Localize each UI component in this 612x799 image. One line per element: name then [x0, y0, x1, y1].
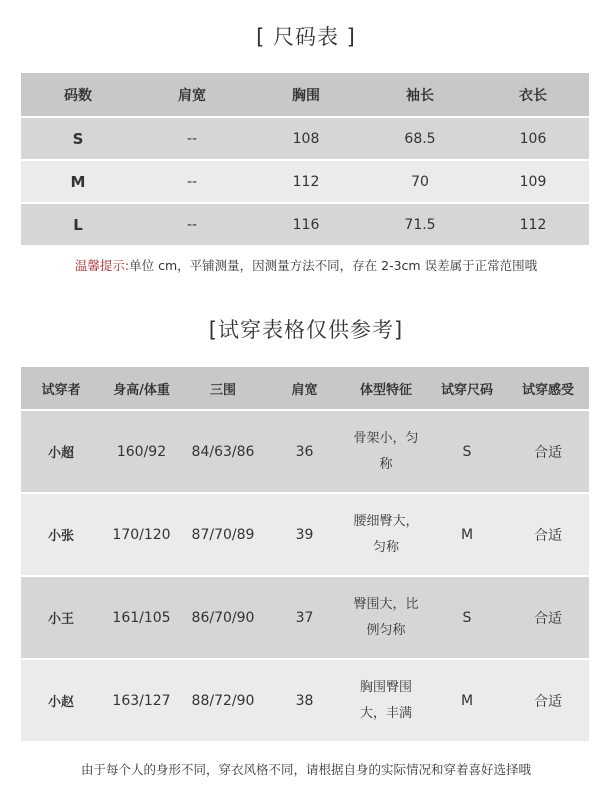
tester-name: 小赵: [47, 695, 74, 710]
tester-name: 小张: [47, 529, 74, 544]
shoulder-width: 39: [295, 526, 314, 543]
body-type: 胸围臀围大，丰满: [359, 679, 412, 721]
fit-feeling: 合适: [534, 693, 562, 710]
table-row: [21, 118, 589, 161]
tried-size: S: [462, 609, 472, 626]
header-fit-feeling: 试穿感受: [521, 382, 574, 398]
body-type: 腰细臀大，匀称: [353, 513, 419, 555]
tried-size: M: [460, 692, 474, 709]
body-type: 臀围大，比例匀称: [353, 596, 419, 638]
tester-name: 小超: [47, 446, 74, 461]
shoulder-value: --: [186, 130, 198, 147]
header-size-code: 码数: [64, 87, 92, 104]
measurements: 84/63/86: [191, 443, 255, 460]
size-chart-title: [ 尺码表 ]: [256, 25, 356, 49]
size-label: M: [70, 172, 86, 191]
tester-name: 小王: [47, 612, 74, 627]
size-table-header: [21, 73, 589, 118]
shoulder-value: --: [186, 216, 198, 233]
measurements: 87/70/89: [191, 526, 255, 543]
fit-feeling: 合适: [534, 610, 562, 627]
sleeve-value: 68.5: [404, 130, 436, 147]
length-value: 106: [519, 130, 547, 147]
size-label: S: [72, 129, 84, 148]
try-on-title: [试穿表格仅供参考]: [208, 318, 404, 342]
header-height-weight: 身高/体重: [113, 382, 170, 398]
size-label: L: [73, 215, 83, 234]
note-prefix: 温馨提示:: [74, 258, 130, 273]
fit-feeling: 合适: [534, 444, 562, 461]
table-row: [21, 577, 589, 660]
table-row: [21, 660, 589, 743]
header-shoulder: 肩宽: [178, 87, 206, 104]
shoulder-width: 38: [295, 692, 314, 709]
header-body-type: 体型特征: [359, 382, 412, 398]
height-weight: 170/120: [112, 526, 171, 543]
table-row: [21, 204, 589, 247]
shoulder-width: 37: [295, 609, 314, 626]
header-sleeve: 袖长: [406, 87, 434, 104]
length-value: 112: [519, 216, 547, 233]
measurement-note: [0, 256, 612, 274]
try-on-table: [21, 367, 589, 743]
table-row: [21, 161, 589, 204]
chest-value: 116: [292, 216, 320, 233]
chest-value: 112: [292, 173, 320, 190]
try-on-table-header: [21, 367, 589, 411]
measurements: 88/72/90: [191, 692, 255, 709]
measurements: 86/70/90: [191, 609, 255, 626]
height-weight: 161/105: [112, 609, 171, 626]
header-tried-size: 试穿尺码: [440, 382, 493, 398]
fit-feeling: 合适: [534, 527, 562, 544]
tried-size: M: [460, 526, 474, 543]
sleeve-value: 71.5: [404, 216, 436, 233]
tried-size: S: [462, 443, 472, 460]
sleeve-value: 70: [411, 173, 429, 190]
header-chest: 胸围: [292, 87, 320, 104]
footer-note: 由于每个人的身形不同，穿衣风格不同，请根据自身的实际情况和穿着喜好选择哦: [80, 762, 531, 777]
header-length: 衣长: [519, 87, 547, 104]
header-tester: 试穿者: [41, 382, 81, 398]
table-row: [21, 411, 589, 494]
shoulder-value: --: [186, 173, 198, 190]
header-shoulder: 肩宽: [291, 382, 318, 398]
size-table: [21, 73, 589, 247]
note-text: 单位 cm，平铺测量，因测量方法不同，存在 2-3cm 误差属于正常范围哦: [129, 258, 538, 273]
length-value: 109: [519, 173, 547, 190]
chest-value: 108: [292, 130, 320, 147]
body-type: 骨架小，匀称: [353, 430, 419, 472]
height-weight: 160/92: [116, 443, 167, 460]
header-measurements: 三围: [209, 382, 236, 398]
shoulder-width: 36: [295, 443, 314, 460]
table-row: [21, 494, 589, 577]
height-weight: 163/127: [112, 692, 171, 709]
